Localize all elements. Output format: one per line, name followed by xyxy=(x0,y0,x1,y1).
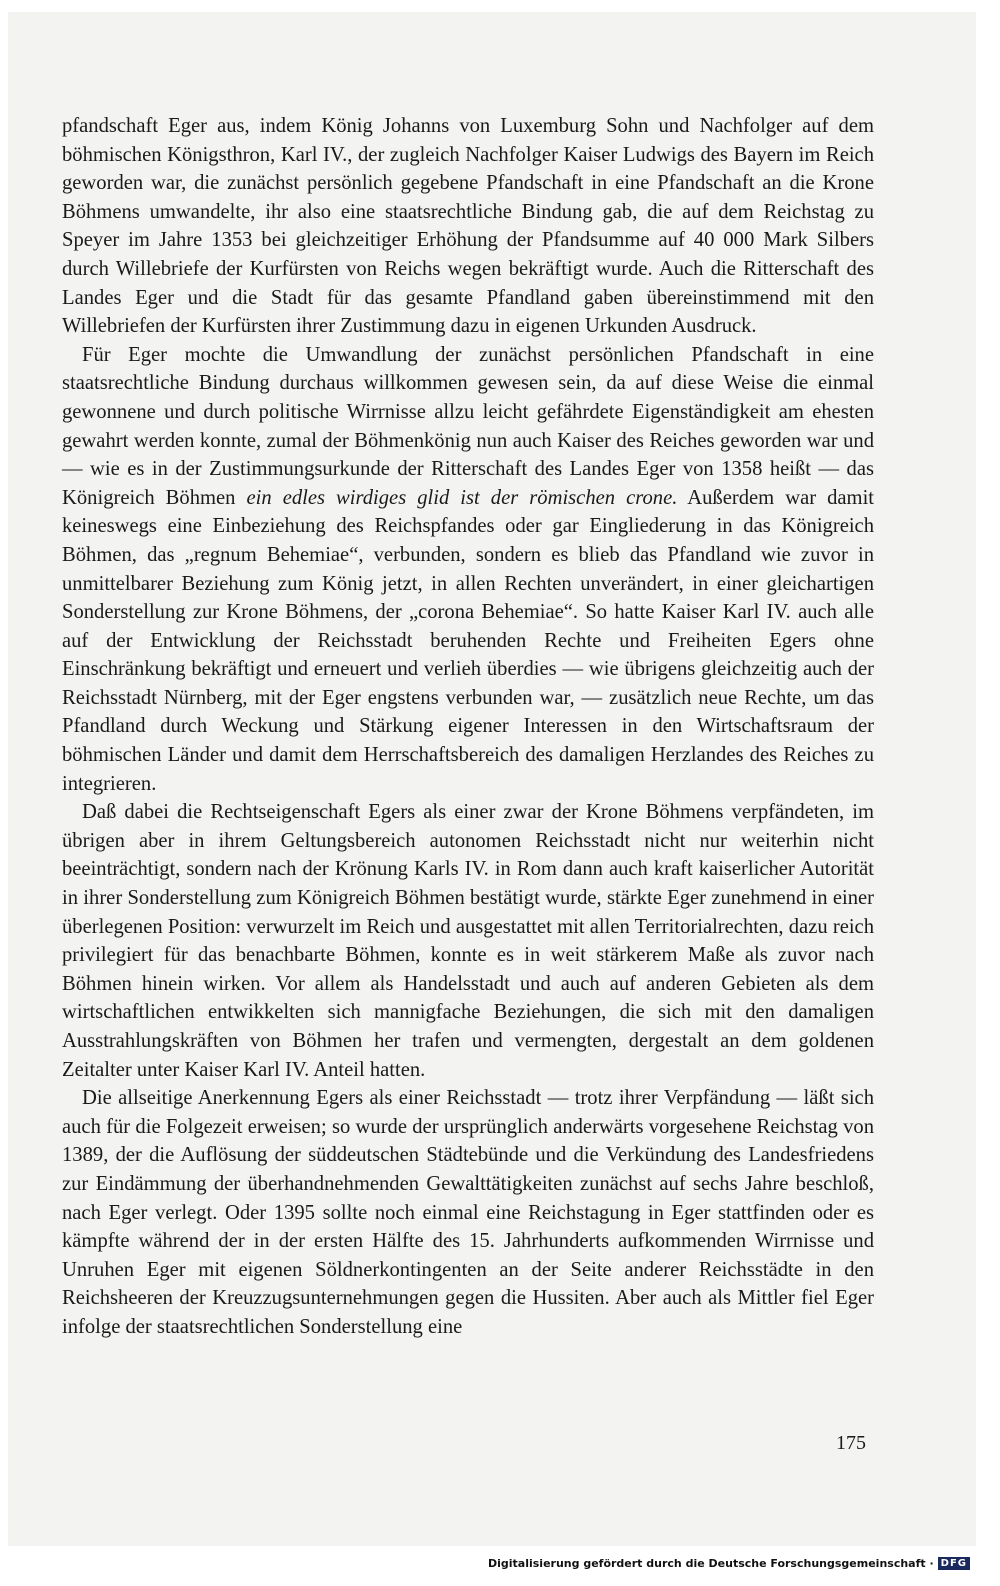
paragraph xyxy=(62,341,874,799)
paragraph-text: pfandschaft Eger aus, indem König Johanns von Luxemburg Sohn und Nachfolger auf dem böhmischen Königsthron, Karl IV., der zugleich Nachfolger Kaiser Ludwigs des Bayern im Reich geworden war, die zunächst persönlich gegebene Pfandschaft in eine Pfandschaft an die Krone Böhmens umwandelte, ihr also eine staatsrechtliche Bindung gab, die auf dem Reichstag zu Speyer im Jahre 1353 bei gleichzeitiger Erhöhung der Pfandsumme auf 40 000 Mark Silbers durch Willebriefe der Kurfürsten von Reichs wegen bekräftigt wurde. Auch die Ritterschaft des Landes Eger und die Stadt für das gesamte Pfandland gaben übereinstimmend mit den Willebriefen der Kurfürsten ihrer Zustimmung dazu in eigenen Urkunden Ausdruck. xyxy=(62,115,874,338)
page-number: 175 xyxy=(836,1432,866,1454)
paragraph-text: Außerdem war damit keineswegs eine Einbeziehung des Reichspfandes oder gar Eingliederung in das Königreich Böhmen, das „regnum Behemiae“, verbunden, sondern es blieb das Pfandland wie zuvor in unmittelbarer Beziehung zum König jetzt, in allen Rechten unverändert, in einer gleichartigen Sonderstellung zur Krone Böhmens, der „corona Behemiae“. So hatte Kaiser Karl IV. auch alle auf der Entwicklung der Reichsstadt beruhenden Rechte und Freiheiten Egers ohne Einschränkung bekräftigt und erneuert und verlieh überdies — wie übrigens gleichzeitig auch der Reichsstadt Nürnberg, mit der Eger engstens verbunden war, — zusätzlich neue Rechte, um das Pfandland durch Weckung und Stärkung eigener Interessen in den Wirtschaftsraum der böhmischen Länder und damit dem Herrschaftsbereich des damaligen Herzlandes des Reiches zu integrieren. xyxy=(62,486,875,795)
dfg-logo-icon: DFG xyxy=(938,1557,970,1570)
digitization-footer xyxy=(488,1557,970,1570)
paragraph-text: Für Eger mochte die Umwandlung der zunächst persönlichen Pfandschaft in eine staatsrechtliche Bindung durchaus willkommen gewesen sein, da auf diese Weise die einmal gewonnene und durch politische Wirrnisse allzu leicht gefährdete Eigenständigkeit am ehesten gewahrt werden konnte, zumal der Böhmenkönig nun auch Kaiser des Reiches geworden war und — wie es in der Zustimmungsurkunde der Ritterschaft des Landes Eger von 1358 heißt — das Königreich Böhmen xyxy=(62,343,874,509)
paragraph xyxy=(62,112,874,341)
paragraph-text: Die allseitige Anerkennung Egers als einer Reichsstadt — trotz ihrer Verpfändung — läßt sich auch für die Folgezeit erweisen; so wurde der ursprünglich anderwärts vorgesehene Reichstag von 1389, der die Auflösung der süddeutschen Städtebünde und die Verkündung des Landesfriedens zur Eindämmung der überhandnehmenden Gewalttätigkeiten zunächst auf sechs Jahre beschloß, nach Eger verlegt. Oder 1395 sollte noch einmal eine Reichstagung in Eger stattfinden oder es kämpfte während der in der ersten Hälfte des 15. Jahrhunderts aufkommenden Wirrnisse und Unruhen Eger mit eigenen Söldnerkontingenten an der Seite anderer Reichsstädte in den Reichsheeren der Kreuzzugsunternehmungen gegen die Hussiten. Aber auch als Mittler fiel Eger infolge der staatsrechtlichen Sonderstellung eine xyxy=(62,1087,874,1338)
footer-credit-text: Digitalisierung gefördert durch die Deutsche Forschungsgemeinschaft · xyxy=(487,1557,934,1570)
paragraph xyxy=(62,798,874,1084)
paragraph xyxy=(62,1084,874,1341)
body-text xyxy=(62,112,874,1342)
italic-quote: ein edles wirdiges glid ist der römischen crone. xyxy=(246,486,678,509)
paragraph-text: Daß dabei die Rechtseigenschaft Egers als einer zwar der Krone Böhmens verpfändeten, im übrigen aber in ihrem Geltungsbereich autonomen Reichsstadt nicht nur weiterhin nicht beeinträchtigt, sondern nach der Krönung Karls IV. in Rom dann auch kraft kaiserlicher Autorität in ihrer Sonderstellung zum Königreich Böhmen bestätigt wurde, stärkte Eger zunehmend in einer überlegenen Position: verwurzelt im Reich und ausgestattet mit allen Territorialrechten, dazu reich privilegiert für das benachbarte Böhmen, konnte es in weit stärkerem Maße als zuvor nach Böhmen hinein wirken. Vor allem als Handelsstadt und auch auf anderen Gebieten als dem wirtschaftlichen entwikkelten sich mannigfache Beziehungen, die sich mit den damaligen Ausstrahlungskräften von Böhmen her trafen und vermengten, dergestalt an dem goldenen Zeitalter unter Kaiser Karl IV. Anteil hatten. xyxy=(62,801,874,1081)
